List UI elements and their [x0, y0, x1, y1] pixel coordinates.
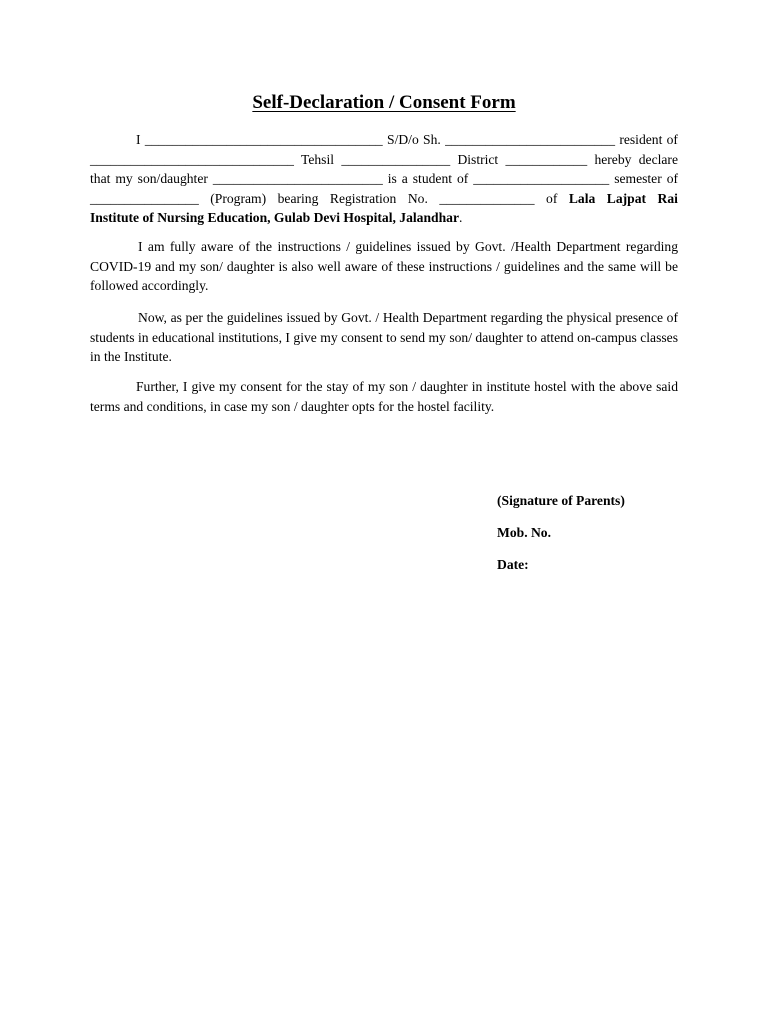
- hostel-consent-text: Further, I give my consent for the stay of my son / daughter in institute hostel with the above said terms and conditions, in case my son / daughter opts for the hostel facility.: [90, 379, 678, 414]
- parent-name-blank: _________________________: [445, 132, 616, 147]
- campus-consent-text: Now, as per the guidelines issued by Govt. / Health Department regarding the physical presence of students in educational institutions, I give my consent to send my son/ daughter to attend on-campus classes in the Institute.: [90, 310, 678, 364]
- of-label: of: [546, 190, 558, 206]
- declare-label: hereby declare: [594, 151, 678, 167]
- semester-label: semester of: [614, 171, 679, 186]
- address-blank: ______________________________: [90, 151, 294, 167]
- resident-label: resident of: [619, 132, 678, 147]
- signature-label: (Signature of Parents): [497, 493, 625, 508]
- student-name-blank: _________________________: [212, 171, 383, 186]
- sentence-period: .: [458, 210, 463, 225]
- hostel-consent-paragraph: [90, 377, 678, 416]
- date-label: Date:: [497, 557, 529, 572]
- relation-label: S/D/o Sh.: [387, 132, 441, 147]
- institute-name-part-2: Institute of Nursing Education, Gulab Devi Hospital, Jalandhar: [90, 210, 459, 225]
- form-title: Self-Declaration / Consent Form: [252, 92, 516, 113]
- program-label: (Program): [210, 190, 267, 206]
- declaration-line-2: [90, 150, 678, 170]
- declaration-pronoun: I: [136, 132, 141, 147]
- son-daughter-label: that my son/daughter: [90, 171, 208, 186]
- district-label: District: [457, 151, 499, 167]
- mobile-number-label: Mob. No.: [497, 525, 551, 540]
- bearing-label: bearing: [277, 190, 319, 206]
- campus-consent-paragraph: [90, 308, 678, 367]
- tehsil-blank: ________________: [341, 151, 451, 167]
- district-blank: ____________: [505, 151, 588, 167]
- declaration-paragraph: [90, 130, 678, 228]
- number-label: No.: [407, 190, 428, 206]
- registration-label: Registration: [329, 190, 397, 206]
- covid-awareness-text: I am fully aware of the instructions / guidelines issued by Govt. /Health Department regarding COVID-19 and my son/ daughter is also well aware of these instructions / guidelines and the same will be followed accordingly.: [90, 239, 678, 293]
- declaration-line-3: [90, 169, 678, 189]
- declaration-line-1: [90, 130, 678, 150]
- tehsil-label: Tehsil: [301, 151, 335, 167]
- applicant-name-blank: ___________________________________: [144, 132, 383, 147]
- registration-number-blank: ______________: [439, 190, 535, 206]
- program-blank: ________________: [90, 190, 199, 206]
- student-of-label: is a student of: [387, 171, 469, 186]
- semester-blank: ____________________: [473, 171, 610, 186]
- covid-awareness-paragraph: [90, 237, 678, 296]
- declaration-line-5: [90, 208, 678, 228]
- institute-name-part-1: Lala Lajpat Rai: [568, 190, 678, 206]
- declaration-line-4: [90, 189, 678, 209]
